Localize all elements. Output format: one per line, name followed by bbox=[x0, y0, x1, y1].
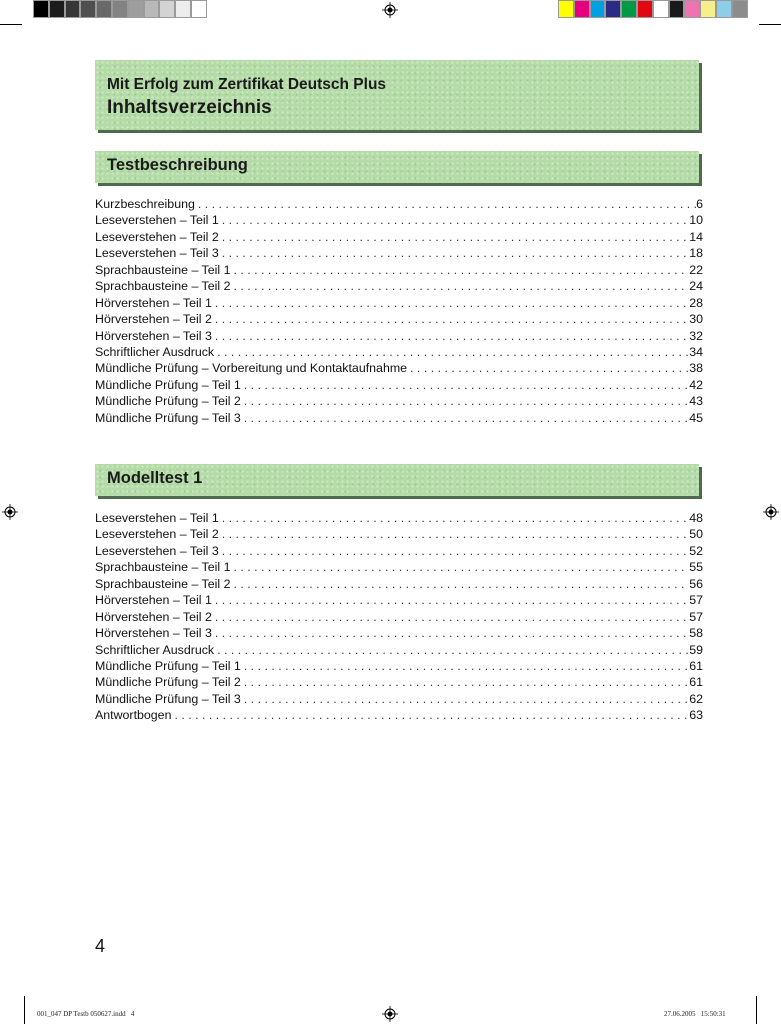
color-swatch bbox=[669, 0, 685, 18]
toc-entry-title: Mündliche Prüfung – Teil 1 bbox=[95, 658, 241, 673]
toc-entry-title: Hörverstehen – Teil 3 bbox=[95, 626, 212, 641]
toc-leader-dots bbox=[407, 361, 689, 375]
toc-leader-dots bbox=[212, 312, 689, 326]
toc-entry-title: Leseverstehen – Teil 2 bbox=[95, 229, 219, 244]
toc-entry-title: Leseverstehen – Teil 3 bbox=[95, 543, 219, 558]
toc-entry bbox=[95, 577, 703, 593]
color-swatch bbox=[175, 0, 191, 18]
toc-entry-page: 18 bbox=[689, 246, 703, 261]
toc-leader-dots bbox=[219, 246, 689, 260]
toc-leader-dots bbox=[219, 511, 689, 525]
toc-entry-page: 43 bbox=[689, 394, 703, 409]
toc-entry-page: 58 bbox=[689, 626, 703, 641]
toc-leader-dots bbox=[230, 560, 689, 574]
color-swatch bbox=[558, 0, 574, 18]
crop-mark bbox=[756, 996, 757, 1024]
toc-entry bbox=[95, 411, 703, 427]
toc-entry bbox=[95, 230, 703, 246]
toc-leader-dots bbox=[171, 708, 689, 722]
page-title: Inhaltsverzeichnis bbox=[107, 97, 272, 118]
toc-entry-page: 32 bbox=[689, 328, 703, 343]
toc-entry-title: Hörverstehen – Teil 2 bbox=[95, 312, 212, 327]
color-swatch bbox=[65, 0, 81, 18]
toc-leader-dots bbox=[219, 213, 689, 227]
toc-entry-page: 48 bbox=[689, 511, 703, 525]
toc-entry-title: Schriftlicher Ausdruck bbox=[95, 642, 215, 657]
toc-entry bbox=[95, 296, 703, 312]
color-swatch bbox=[637, 0, 653, 18]
toc-entry bbox=[95, 345, 703, 361]
toc-entry bbox=[95, 511, 703, 527]
toc-entry bbox=[95, 560, 703, 576]
toc-entry-page: 45 bbox=[689, 410, 703, 425]
color-swatch bbox=[716, 0, 732, 18]
crosshair-icon bbox=[382, 2, 398, 18]
toc-entry bbox=[95, 626, 703, 642]
toc-entry-page: 34 bbox=[689, 344, 703, 359]
page-number: 4 bbox=[95, 936, 106, 956]
toc-leader-dots bbox=[212, 329, 689, 343]
color-swatch bbox=[159, 0, 175, 18]
toc-entry-page: 52 bbox=[689, 543, 703, 558]
toc-leader-dots bbox=[241, 659, 689, 673]
crosshair-icon bbox=[763, 504, 779, 520]
toc-entry bbox=[95, 312, 703, 328]
toc-entry-title: Sprachbausteine – Teil 1 bbox=[95, 262, 231, 277]
section-heading-banner bbox=[95, 151, 699, 183]
toc-leader-dots bbox=[214, 643, 689, 657]
toc-entry-page: 57 bbox=[689, 593, 703, 608]
toc-entry-page: 63 bbox=[689, 708, 703, 723]
toc-entry-title: Hörverstehen – Teil 2 bbox=[95, 609, 212, 624]
toc-leader-dots bbox=[230, 263, 689, 277]
color-swatch bbox=[191, 0, 207, 18]
toc-leader-dots bbox=[241, 675, 689, 689]
color-swatch bbox=[128, 0, 144, 18]
toc-entry-page: 62 bbox=[689, 691, 703, 706]
toc-entry-title: Leseverstehen – Teil 1 bbox=[95, 213, 219, 228]
toc-entry-title: Sprachbausteine – Teil 2 bbox=[95, 279, 231, 294]
toc-leader-dots bbox=[219, 230, 689, 244]
toc-leader-dots bbox=[212, 593, 689, 607]
toc-entry-page: 56 bbox=[689, 576, 703, 591]
toc-entry-title: Mündliche Prüfung – Teil 3 bbox=[95, 410, 241, 425]
toc-leader-dots bbox=[214, 345, 689, 359]
toc-entry-page: 55 bbox=[689, 560, 703, 575]
toc-entry-page: 42 bbox=[689, 377, 703, 392]
color-swatch bbox=[653, 0, 669, 18]
toc-entry-title: Antwortbogen bbox=[95, 708, 172, 723]
toc-entry-page: 50 bbox=[689, 527, 703, 542]
color-swatch bbox=[49, 0, 65, 18]
toc-entry-title: Sprachbausteine – Teil 2 bbox=[95, 576, 231, 591]
toc-entry bbox=[95, 279, 703, 295]
crosshair-icon bbox=[2, 504, 18, 520]
toc-entry-title: Hörverstehen – Teil 1 bbox=[95, 593, 212, 608]
toc-entry-page: 10 bbox=[689, 213, 703, 228]
toc-entry-page: 30 bbox=[689, 312, 703, 327]
toc-entry-page: 61 bbox=[689, 675, 703, 690]
toc-leader-dots bbox=[219, 527, 689, 541]
toc-entry bbox=[95, 610, 703, 626]
section-heading: Testbeschreibung bbox=[107, 156, 248, 174]
toc-entry-title: Mündliche Prüfung – Vorbereitung und Kontaktaufnahme bbox=[95, 361, 408, 376]
toc-entry-page: 61 bbox=[689, 658, 703, 673]
toc-entry-title: Mündliche Prüfung – Teil 2 bbox=[95, 394, 241, 409]
toc-entry-title: Mündliche Prüfung – Teil 1 bbox=[95, 377, 241, 392]
toc-entry bbox=[95, 544, 703, 560]
toc-entry bbox=[95, 659, 703, 675]
toc-leader-dots bbox=[212, 610, 689, 624]
footer-timestamp: 27.06.2005 15:50:31 bbox=[664, 1010, 726, 1018]
toc-leader-dots bbox=[230, 279, 689, 293]
color-swatch bbox=[574, 0, 590, 18]
color-swatch bbox=[621, 0, 637, 18]
toc-entry-title: Hörverstehen – Teil 3 bbox=[95, 328, 212, 343]
footer-file-name: 001_047 DP Testb 050627.indd 4 bbox=[37, 1010, 135, 1018]
toc-entry-page: 59 bbox=[689, 642, 703, 657]
toc-leader-dots bbox=[212, 296, 689, 310]
toc-leader-dots bbox=[241, 692, 689, 706]
toc-entry-page: 24 bbox=[689, 279, 703, 294]
toc-leader-dots bbox=[212, 626, 689, 640]
toc-entry-page: 38 bbox=[689, 361, 703, 376]
toc-entry bbox=[95, 643, 703, 659]
grayscale-bar bbox=[33, 0, 207, 18]
toc-entry bbox=[95, 708, 703, 724]
color-swatch bbox=[700, 0, 716, 18]
toc-entry-title: Mündliche Prüfung – Teil 2 bbox=[95, 675, 241, 690]
toc-entry-title: Hörverstehen – Teil 1 bbox=[95, 295, 212, 310]
toc-entry-title: Sprachbausteine – Teil 1 bbox=[95, 560, 231, 575]
color-swatch bbox=[96, 0, 112, 18]
toc-entry bbox=[95, 394, 703, 410]
toc-leader-dots bbox=[241, 394, 689, 408]
title-banner bbox=[95, 60, 699, 130]
color-swatch bbox=[732, 0, 748, 18]
toc-entry bbox=[95, 692, 703, 708]
toc-entry bbox=[95, 378, 703, 394]
toc-entry-page: 14 bbox=[689, 229, 703, 244]
crop-mark bbox=[24, 996, 25, 1024]
toc-entry bbox=[95, 527, 703, 543]
toc-leader-dots bbox=[195, 197, 696, 211]
color-swatch bbox=[33, 0, 49, 18]
toc-leader-dots bbox=[241, 411, 689, 425]
color-swatch bbox=[144, 0, 160, 18]
section-heading: Modelltest 1 bbox=[107, 469, 203, 487]
toc-leader-dots bbox=[230, 577, 689, 591]
toc-entry bbox=[95, 263, 703, 279]
crosshair-icon bbox=[382, 1006, 398, 1022]
toc-entry bbox=[95, 213, 703, 229]
color-swatch bbox=[590, 0, 606, 18]
toc-entry-title: Mündliche Prüfung – Teil 3 bbox=[95, 691, 241, 706]
toc-entry-title: Kurzbeschreibung bbox=[95, 197, 195, 211]
color-swatch bbox=[80, 0, 96, 18]
toc-entry bbox=[95, 329, 703, 345]
color-swatch bbox=[684, 0, 700, 18]
toc-entry bbox=[95, 675, 703, 691]
toc-entry-title: Leseverstehen – Teil 1 bbox=[95, 511, 219, 525]
toc-entry-title: Leseverstehen – Teil 2 bbox=[95, 527, 219, 542]
toc-entry-page: 57 bbox=[689, 609, 703, 624]
toc-entry bbox=[95, 197, 703, 213]
color-bar bbox=[558, 0, 748, 18]
crop-mark bbox=[759, 24, 781, 25]
toc-entry bbox=[95, 246, 703, 262]
toc-entry-page: 6 bbox=[696, 197, 703, 211]
crop-mark bbox=[0, 24, 22, 25]
toc-entry-title: Schriftlicher Ausdruck bbox=[95, 344, 215, 359]
toc-leader-dots bbox=[241, 378, 689, 392]
toc-list bbox=[95, 197, 703, 427]
toc-entry-title: Leseverstehen – Teil 3 bbox=[95, 246, 219, 261]
toc-entry-page: 22 bbox=[689, 262, 703, 277]
color-swatch bbox=[112, 0, 128, 18]
toc-leader-dots bbox=[219, 544, 689, 558]
toc-list bbox=[95, 511, 703, 725]
toc-entry bbox=[95, 361, 703, 377]
book-subtitle: Mit Erfolg zum Zertifikat Deutsch Plus bbox=[107, 76, 387, 93]
toc-entry-page: 28 bbox=[689, 295, 703, 310]
section-heading-banner bbox=[95, 464, 699, 496]
color-swatch bbox=[605, 0, 621, 18]
toc-entry bbox=[95, 593, 703, 609]
